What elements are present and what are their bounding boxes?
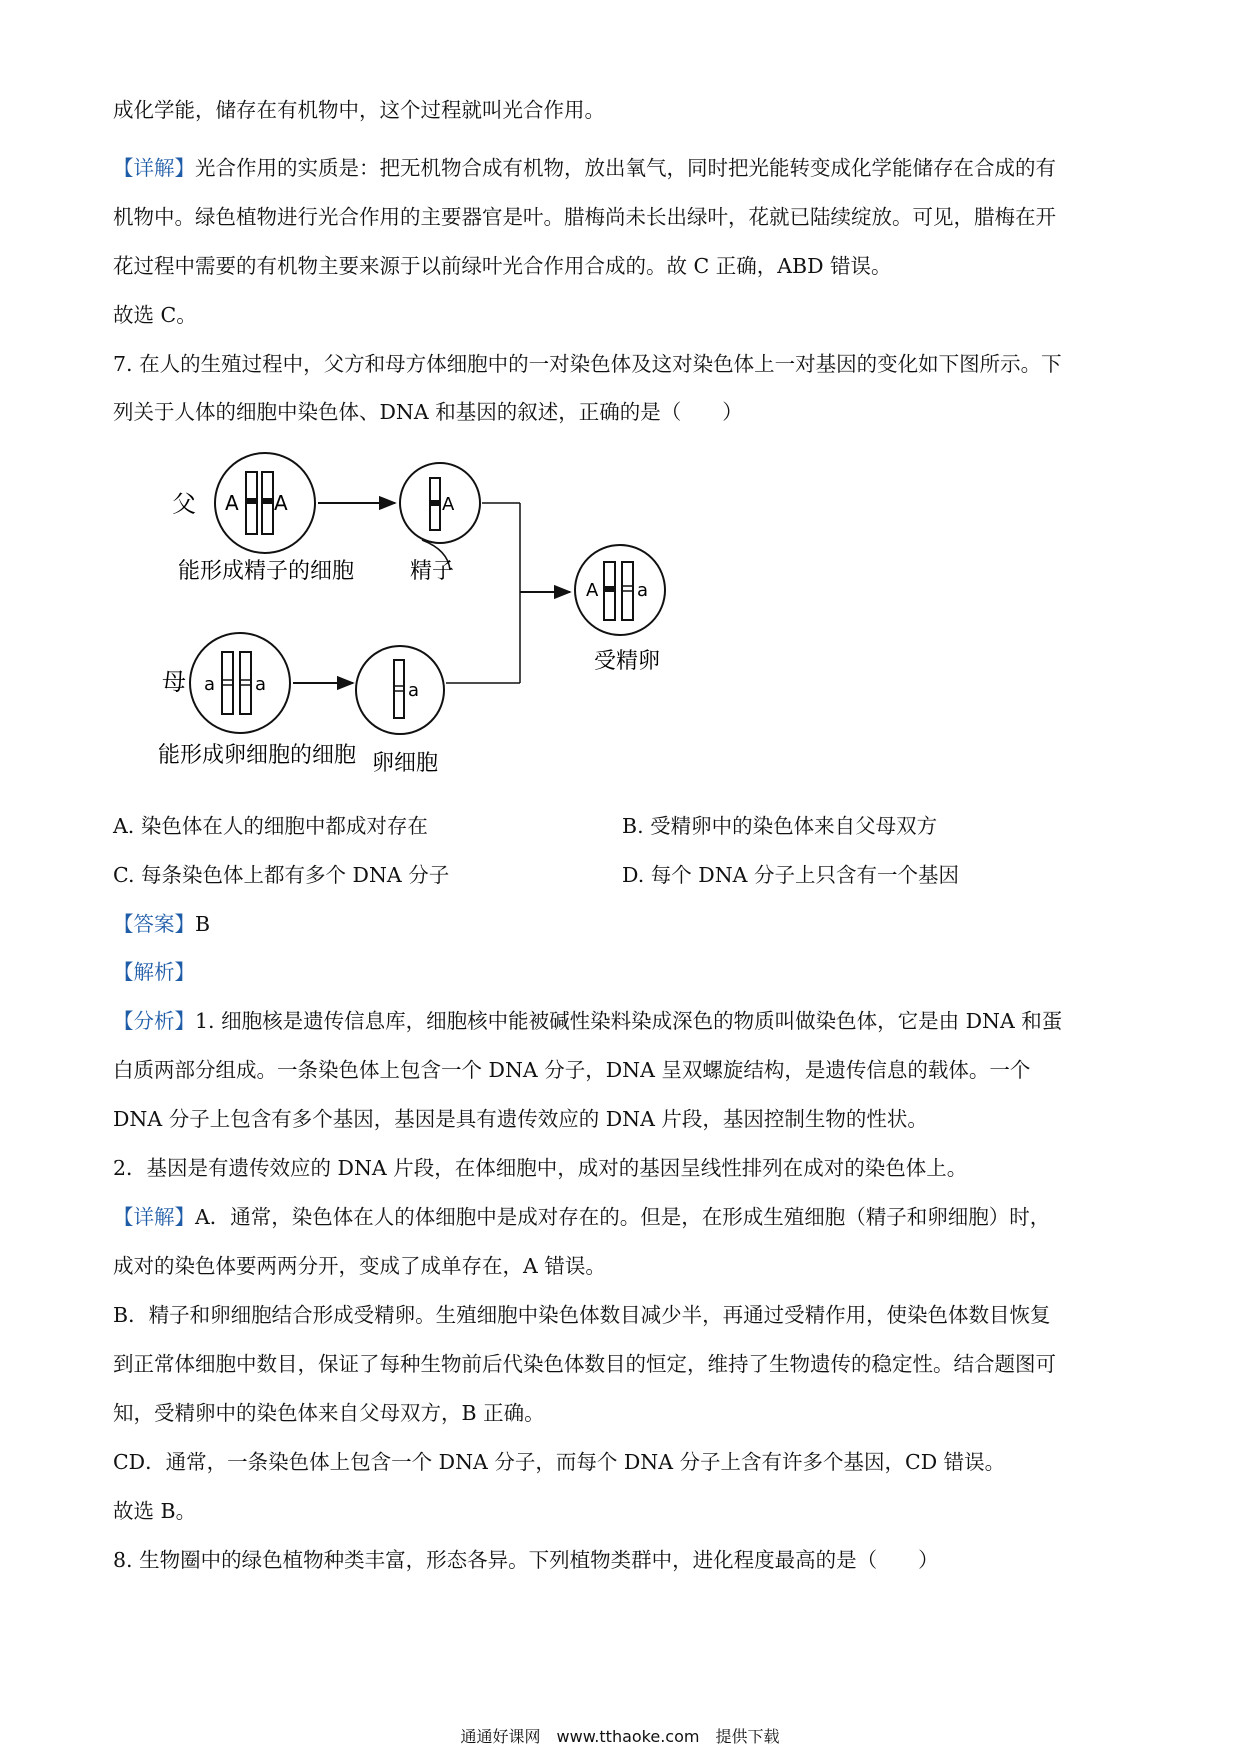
text-line: 故选 C。 [113,303,197,327]
fenxi-tag: 【分析】 [113,1009,195,1033]
detail-line: 到正常体细胞中数目，保证了每种生物前后代染色体数目的恒定，维持了生物遗传的稳定性。结合题图可 [113,1352,1056,1376]
detail-line: 故选 B。 [113,1499,197,1523]
detail-line: B．精子和卵细胞结合形成受精卵。生殖细胞中染色体数目减少半，再通过受精作用，使染色体数目恢复 [113,1303,1051,1327]
gene-label: a [637,580,649,601]
detail-tag: 【详解】 [113,156,195,180]
gene-label: A [274,491,288,515]
gene-label: A [442,494,455,515]
text-line: 机物中。绿色植物进行光合作用的主要器官是叶。腊梅尚未长出绿叶，花就已陆续绽放。可见，腊梅在开 [113,205,1056,229]
analysis-line: 2．基因是有遗传效应的 DNA 片段，在体细胞中，成对的基因呈线性排列在成对的染色体上。 [113,1156,968,1180]
father-label: 父 [172,490,196,518]
egg-label: 卵细胞 [372,751,439,776]
question-8-line: 8. 生物圈中的绿色植物种类丰富，形态各异。下列植物类群中，进化程度最高的是（ ） [113,1548,939,1572]
analysis-line: DNA 分子上包含有多个基因，基因是具有遗传效应的 DNA 片段，基因控制生物的性状。 [113,1107,928,1131]
gene-label: a [408,680,420,701]
analysis-heading: 【解析】 [113,960,195,984]
text-line: 【详解】光合作用的实质是：把无机物合成有机物，放出氧气，同时把光能转变成化学能储存在合成的有 [113,156,1056,180]
mother-cell-label: 能形成卵细胞的细胞 [158,743,357,768]
option-b[interactable]: B. 受精卵中的染色体来自父母双方 [622,814,938,838]
mother-label: 母 [162,668,186,696]
text-line: 成化学能，储存在有机物中，这个过程就叫光合作用。 [113,98,605,122]
analysis-line: 【分析】1. 细胞核是遗传信息库，细胞核中能被碱性染料染成深色的物质叫做染色体，它是由 DNA 和蛋 [113,1009,1063,1033]
gene-label: A [586,580,599,601]
father-cell-label: 能形成精子的细胞 [178,559,355,584]
chromosome-diagram [150,440,710,790]
question-7-line: 7. 在人的生殖过程中，父方和母方体细胞中的一对染色体及这对染色体上一对基因的变化如下图所示。下 [113,352,1062,376]
footer: 通通好课网 www.tthaoke.com 提供下载 [460,1727,780,1746]
chromosome [222,652,233,714]
sperm-label: 精子 [410,559,455,584]
chromosome [394,660,404,718]
zygote-label: 受精卵 [594,649,661,674]
option-a[interactable]: A. 染色体在人的细胞中都成对存在 [113,814,428,838]
detail-line: CD．通常，一条染色体上包含一个 DNA 分子，而每个 DNA 分子上含有许多个基因，CD 错误。 [113,1450,1006,1474]
answer-line [113,910,210,938]
analysis-line: 白质两部分组成。一条染色体上包含一个 DNA 分子，DNA 呈双螺旋结构，是遗传信息的载体。一个 [113,1058,1031,1082]
chromosome [240,652,251,714]
gene-label: A [225,491,239,515]
option-c[interactable]: C. 每条染色体上都有多个 DNA 分子 [113,863,450,887]
detail-line: 知，受精卵中的染色体来自父母双方，B 正确。 [113,1401,545,1425]
answer-value: B [195,912,211,936]
detail-tag: 【详解】 [113,1205,195,1229]
detail-line: 【详解】A．通常，染色体在人的体细胞中是成对存在的。但是，在形成生殖细胞（精子和卵细胞）时， [113,1205,1051,1229]
text-line: 花过程中需要的有机物主要来源于以前绿叶光合作用合成的。故 C 正确，ABD 错误。 [113,254,892,278]
option-d[interactable]: D. 每个 DNA 分子上只含有一个基因 [622,863,959,887]
answer-tag: 【答案】 [113,912,195,936]
question-7-line: 列关于人体的细胞中染色体、DNA 和基因的叙述，正确的是（ ） [113,400,743,424]
detail-line: 成对的染色体要两两分开，变成了成单存在，A 错误。 [113,1254,606,1278]
gene-label: a [255,674,267,695]
gene-label: a [204,674,216,695]
